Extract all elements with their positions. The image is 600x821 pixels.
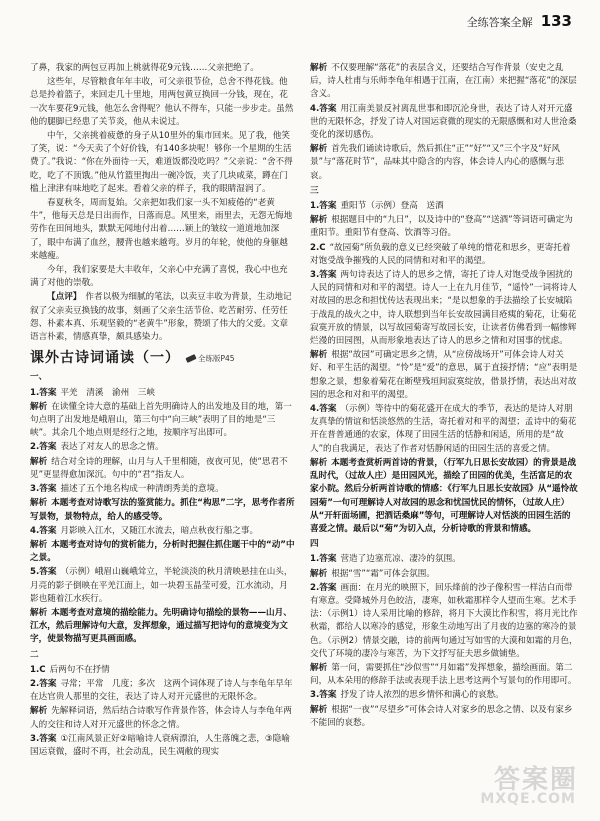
- watermark: [460, 759, 578, 807]
- item-tag: 4.答案: [310, 404, 337, 415]
- answer-item: [310, 269, 578, 348]
- item-text: 不仅要理解“落花”的表层含义，还要结合写作背景（安史之乱后，诗人杜甫与乐师李龟年相遇于江南，在江南）来把握“落花”的深层含义。: [310, 63, 577, 100]
- item-text: 根据“雪”“霜”可体会氛围。: [331, 568, 435, 579]
- answer-item: [310, 568, 578, 581]
- item-text: 画面：在月光的映照下，回乐烽前的沙子像积雪一样洁白而带有寒意。受降城外月色皎洁，凄寒，如秋霜那样令人望而生寒。艺术手法：（示例1）诗人采用比喻的修辞，将月下大漠比作积雪，将月光比作秋霜，都给人以寒冷的感觉，形象生动地写出了月夜的边塞的寒冷的景色。（示例2）情景交融，诗的前两句通过写如雪的大漠和如霜的月色，交代了环境的凄冷与寒苦，为下文抒写征夫思乡做铺垫。: [310, 582, 578, 659]
- item-tag: 4.答案: [30, 525, 57, 536]
- item-tag: 解析: [30, 706, 48, 717]
- item-text: （示例）峨眉山巍峨耸立，半轮淡淡的秋月清映悬挂在山头，月亮的影子倒映在平羌江面上，如一块碧玉晶莹可爱，江水流动，月影也随着江水疾行。: [30, 567, 293, 604]
- story-paragraph: 中午，父亲挑着疲惫的身子从10里外的集市回来。见了我，他笑了笑，说：“今天卖了个好价钱，有140多块呢！够你一个星期的生活费了。”我说：“你在外面待一天，难道饭都没吃吗？”父亲说：“舍不得吃，吃了不顶饿。”他从竹篮里掏出一碗冷饭，夹了几块咸菜，蹲在门槛上津津有味地吃了起来。看着父亲的样子，我的眼睛湿润了。: [30, 131, 293, 194]
- item-text: 营造了边塞荒凉、凄冷的氛围。: [340, 554, 461, 565]
- item-tag: 解析: [310, 662, 328, 673]
- item-text: 本题考查对意境的描绘能力。先明确诗句描绘的景物——山月、江水，然后理解诗句大意，发挥想象，通过描写把诗句的意境变为文字，使景物描写更具画面感。: [30, 607, 292, 645]
- item-text: 月影映入江水，又随江水流去，暗点秋夜行船之事。: [60, 525, 259, 536]
- item-tag: 解析: [30, 539, 48, 550]
- item-text: 先解释词语，然后结合诗歌写作背景作答，体会诗人与李龟年两人的交往和诗人对开元盛世的怀念之情。: [30, 706, 292, 730]
- answer-item: [310, 689, 578, 702]
- answer-item: [310, 200, 578, 213]
- roman-heading: [310, 185, 578, 198]
- answer-item: [310, 457, 578, 536]
- section-ref: [186, 352, 235, 365]
- item-tag: 3.答案: [30, 733, 57, 744]
- item-tag: 1.答案: [310, 554, 337, 565]
- answer-item: [310, 704, 578, 730]
- item-text: 根据题目中的“九日”，以及诗中的“登高”“送酒”等词语可确定为重阳节。重阳节有登高、饮酒等习俗。: [310, 215, 573, 239]
- item-tag: 3.答案: [310, 270, 337, 281]
- roman-heading: 一、: [30, 372, 48, 383]
- answer-item: [310, 582, 578, 661]
- answer-item: [30, 456, 296, 482]
- story-paragraph: 今年，我们家要是大丰收年，父亲心中充满了喜悦，我心中也充满了对他的崇敬。: [30, 265, 288, 289]
- section-title: 课外古诗词诵读（一）: [30, 350, 180, 367]
- item-text: 本题考查赏析两首诗的背景，（行军九日思长安故园）的背景是战乱时代，（过故人庄）是田园风光，描绘了田园的优美，生活富足的农家小院。然后分析两首诗歌的情感：《行军九日思长安故园》从“遥怜故园菊”一句可理解诗人对故园的思念和忧国忧民的情怀，（过故人庄）从“开轩面场圃，把酒话桑麻”等句，可理解诗人对恬淡的田园生活的喜爱之情。最后以“菊”为切入点，分析诗歌的背景和情感。: [310, 457, 578, 534]
- page-number: 133: [540, 12, 572, 30]
- item-tag: 四: [310, 539, 319, 550]
- comment-text: 作者以极为细腻的笔法，以卖豆丰收为背景，生动地记叙了父亲卖豆换钱的故事，刻画了父亲生活节俭、吃苦耐劳、任劳任怨、朴素本真、乐观坚毅的“老黄牛”形象，赞颂了伟大的父爱。文章语言朴素，情感真挚，颇具感染力。: [30, 292, 292, 343]
- item-tag: 2.C: [310, 242, 326, 253]
- item-text: 本题考查对诗句的赏析能力，分析时把握住抓住题干中的“动”中之景。: [30, 539, 295, 564]
- item-text: 表达了对友人的思念之情。: [60, 442, 164, 453]
- item-text: 在读懂全诗大意的基础上首先明确诗人的出发地及目的地，第一句点明了出发地是峨眉山，第三句中“向三峡”表明了目的地是“三峡”。其余几个地点则是经行之地，按顺序写出即可。: [30, 401, 292, 439]
- item-text: 首先我们诵读诗歌后，然后抓住“正”“好”“又”三个字及“好风景”与“落花时节”，品味其中隐含的内容，体会诗人内心的感慨与悲哀。: [310, 144, 564, 181]
- answer-item: [30, 401, 296, 441]
- answer-item: [30, 525, 296, 538]
- answer-item: [30, 566, 296, 606]
- item-text: 重阳节（示例）登高 送酒: [340, 201, 444, 212]
- story-paragraph: 春夏秋冬，周而复始。父亲把如我们家一头不知疲倦的“老黄牛”，他每天总是日出而作，日落而息。风里来，雨里去，无怨无悔地劳作在田间地头，默默无闻地付出着……颖上的皱纹一道道地加深了，眼中布满了血丝，腰背也越来越弯。岁月的年轮，使他的身躯越来越瘦。: [30, 198, 293, 261]
- item-tag: 2.答案: [30, 678, 57, 689]
- answer-item: [310, 349, 578, 402]
- answer-item: [30, 441, 296, 454]
- answer-item: [310, 214, 578, 240]
- answer-item: [30, 733, 296, 759]
- item-tag: 解析: [30, 498, 48, 509]
- item-text: 根据“故园”可确定思乡之情，从“应傍战场开”可体会诗人对关好、和平生活的渴望。“怜”是“爱”的意思，属于直接抒情；“应”表明是想象之景，想象着菊花在断壁残垣间寂寞绽放，借景抒情，表达出对故园的思念和对和平的渴望。: [310, 350, 578, 400]
- item-tag: 2.答案: [30, 442, 57, 453]
- item-tag: 解析: [310, 63, 328, 73]
- answer-item: [310, 242, 578, 268]
- answer-item: [30, 705, 296, 731]
- story-paragraph: 这些年，尽管粮食年年丰收，可父亲很节俭，总舍不得花钱。他总是拎着篮子，来回走几十里地，用两包黄豆换回一分钱，现在，花一次车要花9元钱，他怎么舍得呢？他认不得车，只能一步步走。虽然他的腿脚已经患了关节炎，他从未说过。: [30, 77, 294, 127]
- section-heading: [30, 352, 296, 365]
- roman-heading: [30, 649, 296, 662]
- item-tag: 5.答案: [30, 567, 57, 578]
- item-tag: 1.答案: [310, 201, 337, 212]
- roman-heading: [310, 538, 578, 551]
- item-text: 第一问，需要抓住“沙似雪”“月如霜”发挥想象，描绘画面。第二问，从本朵用的修辞手法或表现手法上思考这两个写景句的作用即可。: [310, 662, 577, 687]
- item-tag: 解析: [310, 144, 328, 155]
- right-column: [310, 62, 578, 807]
- header-title: 全练答案全解: [466, 16, 533, 29]
- item-text: 寻常；平常 几度；多次 这两个词体现了诗人与李龟年早年在达官贵人那里的交往，表达了诗人对开元盛世的无限怀念。: [30, 678, 293, 703]
- answer-item: [310, 662, 578, 688]
- item-text: 两句诗表达了诗人的思乡之情，寄托了诗人对饱受战争困扰的人民的同情和对和平的渴望。诗人一上在九月佳节，“遥怜”一词将诗人对故园的思念和担忧传达表现出来；“是以想象的手法描绘了长安城陷于战乱的战火之中，诗人联想到当年长安故园满目疮痍的菊花，让菊花寂寞开放的情景，以写故园菊寄写故园长安，让读者仿佛看到一幅惨辉烂漫的田园图，从而形象地表达了诗人的思乡之情和对国事的忧虑。: [310, 270, 577, 347]
- answer-item: [30, 607, 296, 647]
- item-text: （示例）等待中的菊花盛开在成大的季节，表达的是诗人对朋友真挚的情谊和恬淡悠然的生活，寄托着对和平的渴望；孟诗中的菊花开在普普通通的农家，体现了田园生活的恬静和闲适，所用的是“故人”的自我满足，表达了作者对恬静闲适的田园生活的喜爱之情。: [310, 404, 577, 454]
- answer-item: [30, 497, 296, 523]
- story-paragraph: 了鼻，我家的两包豆再加上桃就得花9元钱……父亲把绝了。: [30, 63, 259, 73]
- answer-item: [30, 664, 296, 677]
- pencil-icon: [185, 354, 196, 363]
- item-tag: 解析: [30, 456, 48, 467]
- item-text: ①江南风景正好②暗喻诗人衰病漂泊，人生落魄之悲，③隐喻国运衰微，盛时不再，社会动乱，民生凋敝的现实: [30, 733, 290, 757]
- answer-item: [310, 62, 578, 102]
- answer-item: [310, 403, 578, 456]
- item-tag: 2.答案: [310, 582, 337, 593]
- answer-item: [310, 143, 578, 183]
- item-text: 描述了五个地名构成一种清朗秀美的意境。: [60, 484, 224, 495]
- item-tag: 解析: [310, 350, 328, 361]
- answer-item: [30, 483, 296, 496]
- item-text: 根据“一夜”“尽望乡”可体会诗人对家乡的思念之情、以及有家乡不能回的哀愁。: [310, 704, 573, 728]
- comment-paragraph: [30, 291, 296, 344]
- answer-item: [30, 387, 296, 400]
- item-text: 平羌 清溪 渝州 三峡: [60, 387, 155, 398]
- left-column: [30, 62, 296, 807]
- item-tag: 4.答案: [310, 103, 337, 114]
- item-text: 后两句不在抒情: [49, 664, 110, 675]
- answer-item: [310, 553, 578, 566]
- item-text: “故园菊”所负载的意义已经突破了单纯的惜花和思乡，更寄托着对饱受战争摧残的人民的同情和对和平的渴望。: [310, 242, 571, 266]
- section-ref-text: 全练版P45: [198, 354, 235, 364]
- item-tag: 解析: [30, 607, 48, 618]
- item-tag: 解析: [310, 457, 328, 468]
- answer-item: [30, 678, 296, 704]
- item-tag: 二: [30, 649, 39, 660]
- item-tag: 1.答案: [30, 387, 57, 398]
- item-tag: 解析: [310, 215, 328, 226]
- item-tag: 解析: [30, 401, 48, 412]
- item-text: 本题考查对诗歌写法的鉴赏能力。抓住“构思”二字，思考作者所写景物，景物特点，给人的感受等。: [30, 498, 295, 522]
- item-tag: 三: [310, 185, 319, 196]
- watermark-logo: 答案圈: [493, 765, 578, 795]
- page-header: [467, 12, 572, 30]
- answer-item: [310, 103, 578, 143]
- comment-label: 【点评】: [47, 292, 82, 303]
- item-text: 用江南美景反衬离乱世事和即沉沦身世，表达了诗人对开元盛世的无限怀念，抒发了诗人对国运衰微的现实的无限感慨和对人世沧桑变化的深切感伤。: [310, 103, 577, 141]
- item-tag: 3.答案: [310, 690, 337, 701]
- item-tag: 1.C: [30, 664, 46, 675]
- item-text: 结合对全诗的理解，山月与人千里相随，夜夜可见，使“思君不见”更显得愈加深沉。句中的“君”指友人。: [30, 456, 288, 480]
- item-tag: 解析: [310, 704, 328, 715]
- item-tag: 解析: [310, 568, 328, 579]
- answer-item: [30, 539, 296, 565]
- item-text: 抒发了诗人浓烈的思乡情怀和满心的哀愁。: [340, 690, 504, 701]
- item-tag: 3.答案: [30, 484, 57, 495]
- watermark-site: MXQE.COM: [480, 791, 576, 807]
